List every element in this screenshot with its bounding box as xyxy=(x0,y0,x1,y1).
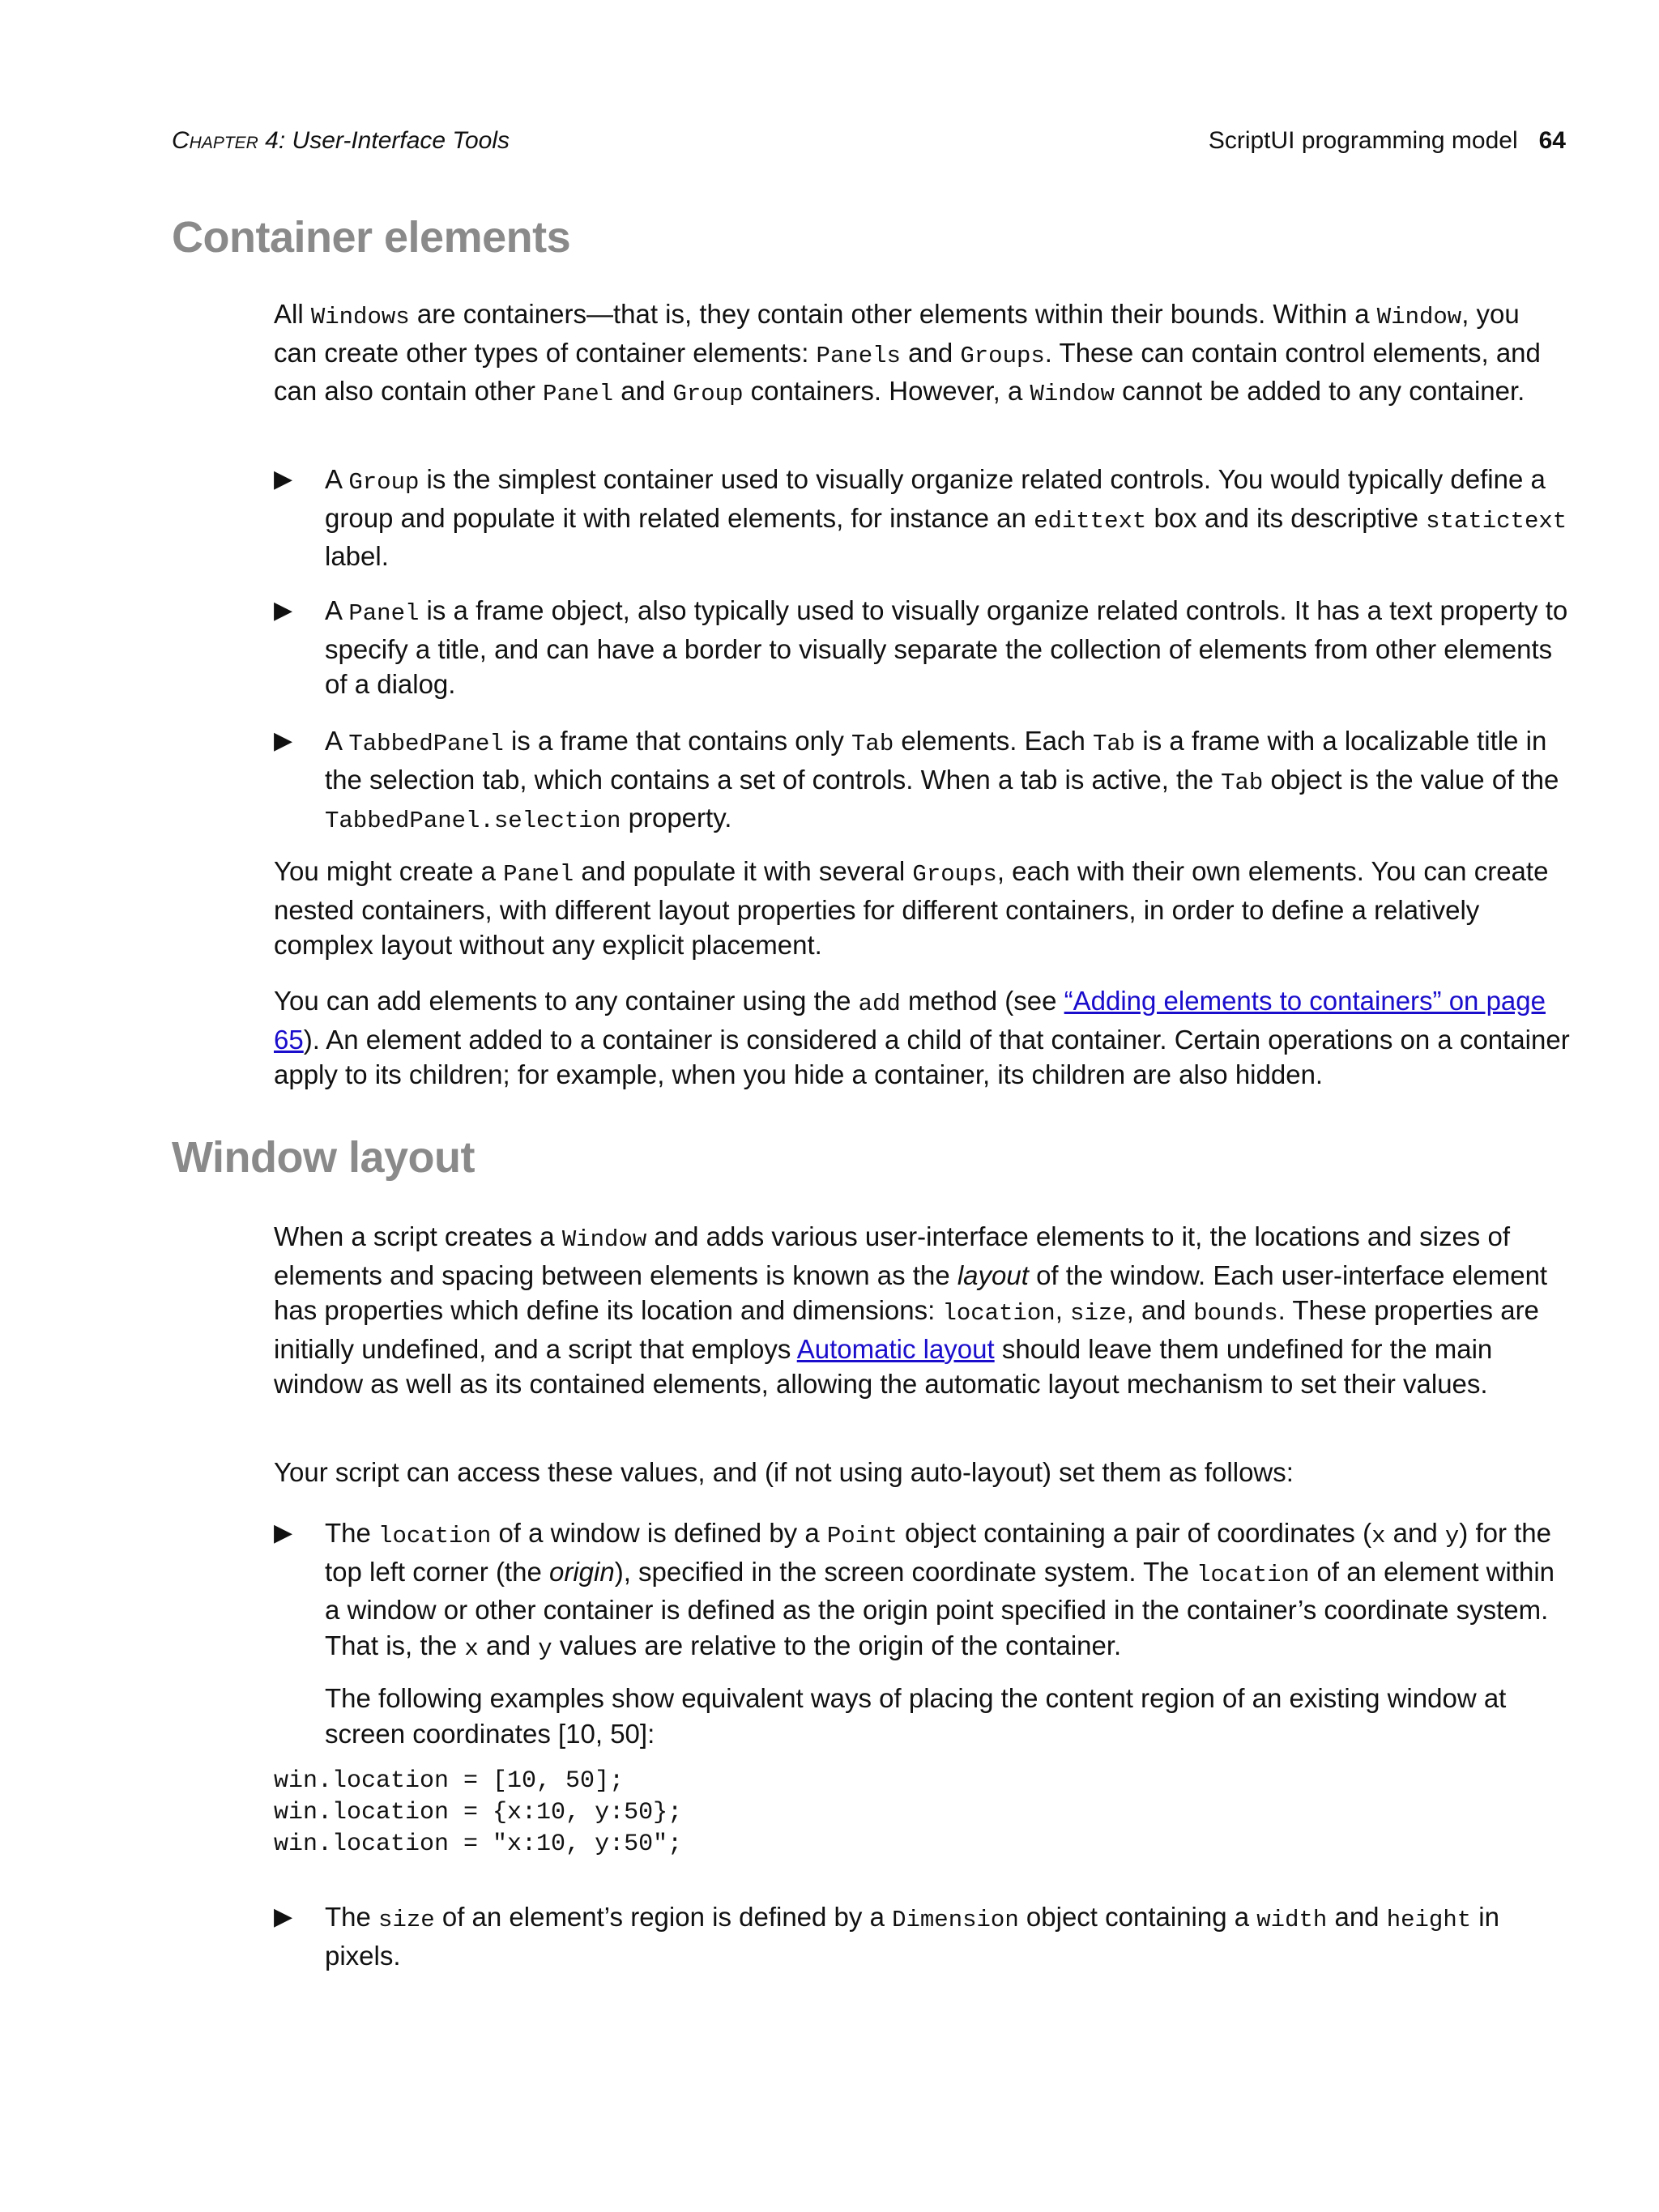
bullet-arrow-icon: ▶ xyxy=(274,727,293,754)
bullet-size-text: The size of an element’s region is defined by a Dimension object containing a width and height in pixels. xyxy=(325,1902,1499,1971)
paragraph-layout-intro: When a script creates a Window and adds various user-interface elements to it, the locations and sizes of elements and spacing between elements is known as the layout of the window. Each user-interface element has properties which define its location and dimensions: location, size, and bounds. These properties are initially undefined, and a script that employs Automatic layout should leave them undefined for the main window as well as its contained elements, allowing the automatic layout mechanism to set their values. xyxy=(274,1221,1548,1399)
automatic-layout-link[interactable]: Automatic layout xyxy=(796,1333,995,1364)
bullet-arrow-icon: ▶ xyxy=(274,1903,293,1930)
running-header-section xyxy=(1209,127,1566,155)
running-header-chapter xyxy=(172,127,510,155)
paragraph-examples-intro: The following examples show equivalent ways of placing the content region of an existing window at screen coordinates [10, 50]: xyxy=(325,1683,1507,1749)
chapter-label: Chapter 4 xyxy=(172,127,279,154)
paragraph-access-values: Your script can access these values, and (if not using auto-layout) set them as follows: xyxy=(274,1457,1294,1487)
heading-container-elements: Container elements xyxy=(172,213,571,262)
code-line: win.location = [10, 50]; xyxy=(274,1767,625,1795)
page-number: 64 xyxy=(1538,127,1566,154)
bullet-tabbedpanel-text: A TabbedPanel is a frame that contains only Tab elements. Each Tab is a frame with a localizable title in the selection tab, which contains a set of controls. When a tab is active, the Tab object is the value of the TabbedPanel.selection property. xyxy=(325,726,1559,834)
code-block xyxy=(274,1766,682,1860)
bullet-group-text: A Group is the simplest container used to visually organize related controls. You would typically define a group and populate it with related elements, for instance an edittext box and its descriptive statictext label. xyxy=(325,464,1567,571)
bullet-panel-text: A Panel is a frame object, also typically used to visually organize related controls. It has a text property to specify a title, and can have a border to visually separate the collection of elements from other elements of a dialog. xyxy=(325,595,1568,699)
adding-elements-link[interactable]: “Adding elements to containers” on page 65 xyxy=(274,986,1546,1055)
code-line: win.location = "x:10, y:50"; xyxy=(274,1831,683,1858)
paragraph-nested-containers: You might create a Panel and populate it with several Groups, each with their own elements. You can create nested containers, with different layout properties for different containers, in order to define a relatively complex layout without any explicit placement. xyxy=(274,856,1549,960)
bullet-arrow-icon: ▶ xyxy=(274,597,293,624)
heading-window-layout: Window layout xyxy=(172,1133,475,1182)
bullet-arrow-icon: ▶ xyxy=(274,466,293,492)
paragraph-add-elements: You can add elements to any container using the add method (see “Adding elements to containers” on page 65). An element added to a container is considered a child of that container. Certain operations on a container apply to its children; for example, when you hide a container, its children are also hidden. xyxy=(274,986,1570,1089)
bullet-location-text: The location of a window is defined by a Point object containing a pair of coordinates (x and y) for the top left corner (the origin), specified in the screen coordinate system. The location of an element within a window or other container is defined as the origin point specified in the container’s coordinate system. That is, the x and y values are relative to the origin of the container. xyxy=(325,1518,1555,1662)
section-name: ScriptUI programming model xyxy=(1208,127,1518,154)
code-line: win.location = {x:10, y:50}; xyxy=(274,1799,683,1826)
paragraph-containers-intro: All Windows are containers—that is, they contain other elements within their bounds. Within a Window, you can create other types of container elements: Panels and Groups. These can contain control elements, and can also contain other Panel and Group containers. However, a Window cannot be added to any container. xyxy=(274,299,1541,407)
bullet-arrow-icon: ▶ xyxy=(274,1519,293,1546)
chapter-title: : User-Interface Tools xyxy=(278,127,510,154)
